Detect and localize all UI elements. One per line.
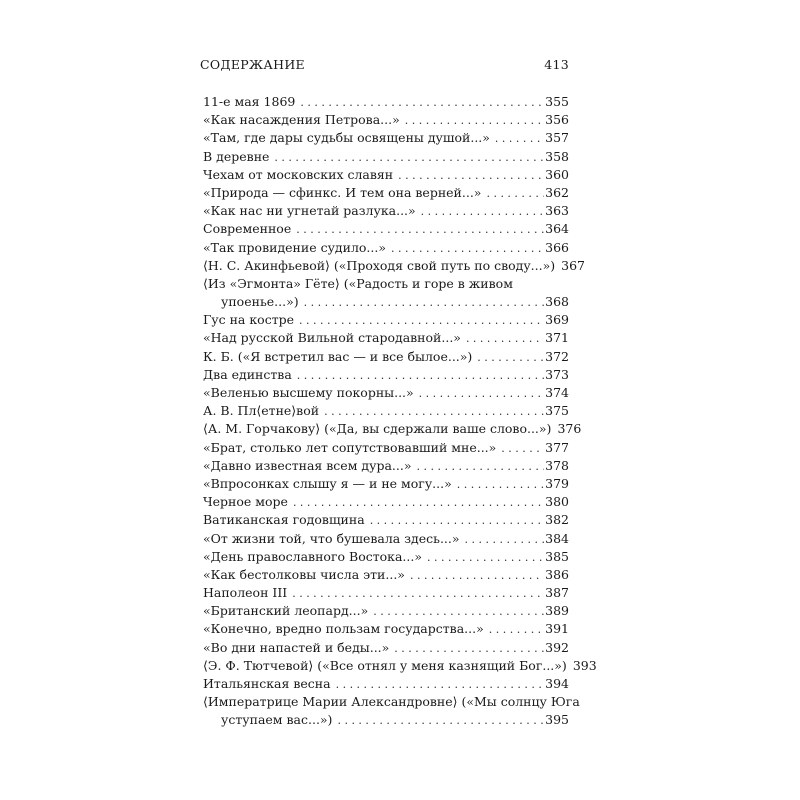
toc-entry-title: «Как насаждения Петрова...»: [203, 112, 400, 128]
dot-leader: [373, 603, 544, 621]
toc-entry: [203, 693, 580, 711]
toc-entry-title: «Над русской Вильной стародавной...»: [203, 330, 461, 346]
toc-entry: [203, 511, 569, 529]
table-of-contents: [203, 93, 597, 730]
toc-entry-page-number: 360: [545, 166, 569, 182]
toc-entry-title: А. В. Пл⟨етне⟩вой: [203, 403, 320, 419]
toc-entry: [203, 93, 569, 111]
toc-entry-title: «Как нас ни угнетай разлука...»: [203, 203, 416, 219]
toc-entry-title: «День православного Востока...»: [203, 548, 422, 564]
toc-entry: [203, 166, 569, 184]
toc-entry-page-number: 375: [545, 403, 569, 419]
toc-entry-page-number: 355: [545, 94, 569, 109]
toc-entry-title: «Как бестолковы числа эти...»: [203, 566, 405, 582]
toc-entry: [203, 366, 569, 384]
toc-entry-page-number: 364: [545, 221, 569, 237]
toc-entry-title: упоенье...»): [221, 294, 299, 310]
dot-leader: [296, 221, 544, 239]
toc-entry-title: «Там, где дары судьбы освящены душой...»: [203, 130, 490, 146]
toc-entry: [203, 530, 569, 548]
toc-entry-title: уступаем вас...»): [221, 712, 333, 728]
running-head: [200, 57, 569, 77]
toc-entry: [203, 548, 569, 566]
toc-entry-page-number: 384: [545, 530, 569, 546]
toc-entry: [203, 584, 569, 602]
toc-entry: [203, 602, 569, 620]
dot-leader: [274, 149, 544, 167]
dot-leader: [370, 512, 544, 530]
toc-entry: [203, 439, 569, 457]
toc-entry: [203, 329, 569, 347]
dot-leader: [495, 130, 544, 148]
toc-entry: [203, 493, 569, 511]
toc-entry-page-number: 367: [561, 257, 585, 273]
toc-entry-title: Итальянская весна: [203, 676, 331, 691]
toc-entry: [203, 111, 569, 129]
toc-entry: [203, 257, 585, 275]
toc-entry-title: «Веленью высшему покорны...»: [203, 385, 414, 400]
toc-entry-page-number: 391: [545, 621, 569, 637]
toc-entry-page-number: 387: [545, 585, 569, 601]
toc-entry-title: «Давно известная всем дура...»: [203, 457, 412, 473]
dot-leader: [410, 567, 544, 585]
toc-entry-title: Черное море: [203, 494, 288, 510]
toc-entry-page-number: 366: [545, 239, 569, 255]
toc-entry-page-number: 363: [545, 203, 569, 219]
toc-entry-title: «Британский леопард...»: [203, 603, 369, 619]
toc-entry: [203, 202, 569, 220]
toc-entry: [203, 220, 569, 238]
dot-leader: [486, 185, 544, 203]
toc-entry-title: Гус на костре: [203, 312, 295, 328]
toc-entry: [203, 402, 569, 420]
toc-entry-page-number: 394: [545, 676, 569, 691]
dot-leader: [299, 312, 544, 330]
toc-entry-page-number: 369: [545, 312, 569, 328]
toc-entry: [203, 420, 582, 438]
dot-leader: [489, 621, 544, 639]
toc-entry-title: ⟨А. М. Горчакову⟩ («Да, вы сдержали ваше слово...»): [203, 421, 552, 437]
toc-entry: [203, 311, 569, 329]
toc-entry-title: ⟨Н. С. Акинфьевой⟩ («Проходя свой путь по своду...»): [203, 257, 556, 273]
toc-entry-title: Два единства: [203, 366, 292, 382]
dot-leader: [477, 349, 544, 367]
toc-entry-page-number: 368: [545, 294, 569, 310]
toc-entry: [203, 275, 569, 293]
dot-leader: [457, 476, 544, 494]
dot-leader: [336, 676, 545, 694]
dot-leader: [465, 531, 545, 549]
toc-entry-title: В деревне: [203, 148, 270, 164]
dot-leader: [292, 585, 544, 603]
toc-entry-title: ⟨Из «Эгмонта» Гёте⟩ («Радость и горе в живом: [203, 275, 513, 291]
toc-entry-page-number: 358: [545, 148, 569, 164]
dot-leader: [421, 203, 544, 221]
dot-leader: [337, 712, 544, 730]
toc-entry: [203, 620, 569, 638]
toc-entry-title: 11-е мая 1869: [203, 94, 296, 109]
dot-leader: [398, 167, 544, 185]
toc-entry: [203, 639, 569, 657]
dot-leader: [324, 403, 544, 421]
toc-entry-page-number: 373: [545, 366, 569, 382]
running-head-title: СОДЕРЖАНИЕ: [200, 57, 305, 72]
dot-leader: [416, 458, 544, 476]
dot-leader: [466, 330, 544, 348]
toc-entry: [203, 711, 569, 729]
toc-entry: [203, 457, 569, 475]
toc-entry: [203, 475, 569, 493]
toc-entry-title: «Во дни напастей и беды...»: [203, 639, 390, 655]
toc-entry-page-number: 362: [545, 184, 569, 200]
toc-entry-title: Ватиканская годовщина: [203, 512, 365, 528]
dot-leader: [300, 94, 544, 112]
toc-entry-page-number: 392: [545, 639, 569, 655]
toc-entry-title: «Конечно, вредно пользам государства...»: [203, 621, 484, 637]
dot-leader: [501, 440, 544, 458]
dot-leader: [391, 240, 544, 258]
toc-entry-title: «Так провидение судило...»: [203, 239, 386, 255]
dot-leader: [419, 385, 544, 403]
toc-entry-page-number: 371: [545, 330, 569, 346]
toc-entry-page-number: 376: [557, 421, 582, 437]
toc-entry-title: К. Б. («Я встретил вас — и все былое...»): [203, 348, 473, 364]
toc-entry: [203, 566, 569, 584]
toc-entry: [203, 148, 569, 166]
toc-entry-page-number: 385: [545, 548, 569, 564]
toc-entry-page-number: 356: [545, 112, 569, 128]
toc-entry: [203, 348, 569, 366]
toc-entry-title: Современное: [203, 221, 292, 237]
toc-entry-page-number: 386: [545, 566, 569, 582]
toc-entry: [203, 129, 569, 147]
toc-entry: [203, 675, 569, 693]
dot-leader: [394, 640, 544, 658]
dot-leader: [405, 112, 544, 130]
toc-entry-page-number: 382: [545, 512, 569, 528]
toc-entry: [203, 657, 597, 675]
toc-entry-page-number: 393: [572, 657, 597, 673]
toc-entry-title: ⟨Э. Ф. Тютчевой⟩ («Все отнял у меня казнящий Бог...»): [203, 657, 567, 673]
toc-entry-title: «Природа — сфинкс. И тем она верней...»: [203, 184, 482, 200]
dot-leader: [304, 294, 545, 312]
page-number: 413: [544, 57, 569, 72]
toc-entry-title: «Впросонках слышу я — и не могу...»: [203, 475, 452, 491]
toc-entry-page-number: 380: [545, 494, 569, 510]
toc-entry-title: Наполеон III: [203, 585, 288, 601]
toc-entry-title: ⟨Императрице Марии Александровне⟩ («Мы солнцу Юга: [203, 694, 580, 710]
toc-entry: [203, 293, 569, 311]
toc-entry: [203, 184, 569, 202]
dot-leader: [427, 549, 544, 567]
toc-entry: [203, 239, 569, 257]
toc-entry: [203, 384, 569, 402]
toc-entry-title: «От жизни той, что бушевала здесь...»: [203, 530, 460, 546]
toc-entry-page-number: 374: [545, 385, 569, 400]
toc-entry-page-number: 372: [545, 348, 569, 364]
dot-leader: [293, 494, 544, 512]
toc-entry-page-number: 395: [545, 712, 569, 728]
toc-entry-page-number: 377: [545, 439, 569, 455]
toc-entry-page-number: 389: [545, 603, 569, 619]
dot-leader: [297, 367, 544, 385]
toc-entry-page-number: 357: [545, 130, 569, 146]
toc-entry-page-number: 378: [545, 457, 569, 473]
toc-entry-title: «Брат, столько лет сопутствовавший мне...»: [203, 439, 497, 455]
toc-entry-page-number: 379: [545, 475, 569, 491]
toc-entry-title: Чехам от московских славян: [203, 166, 394, 182]
